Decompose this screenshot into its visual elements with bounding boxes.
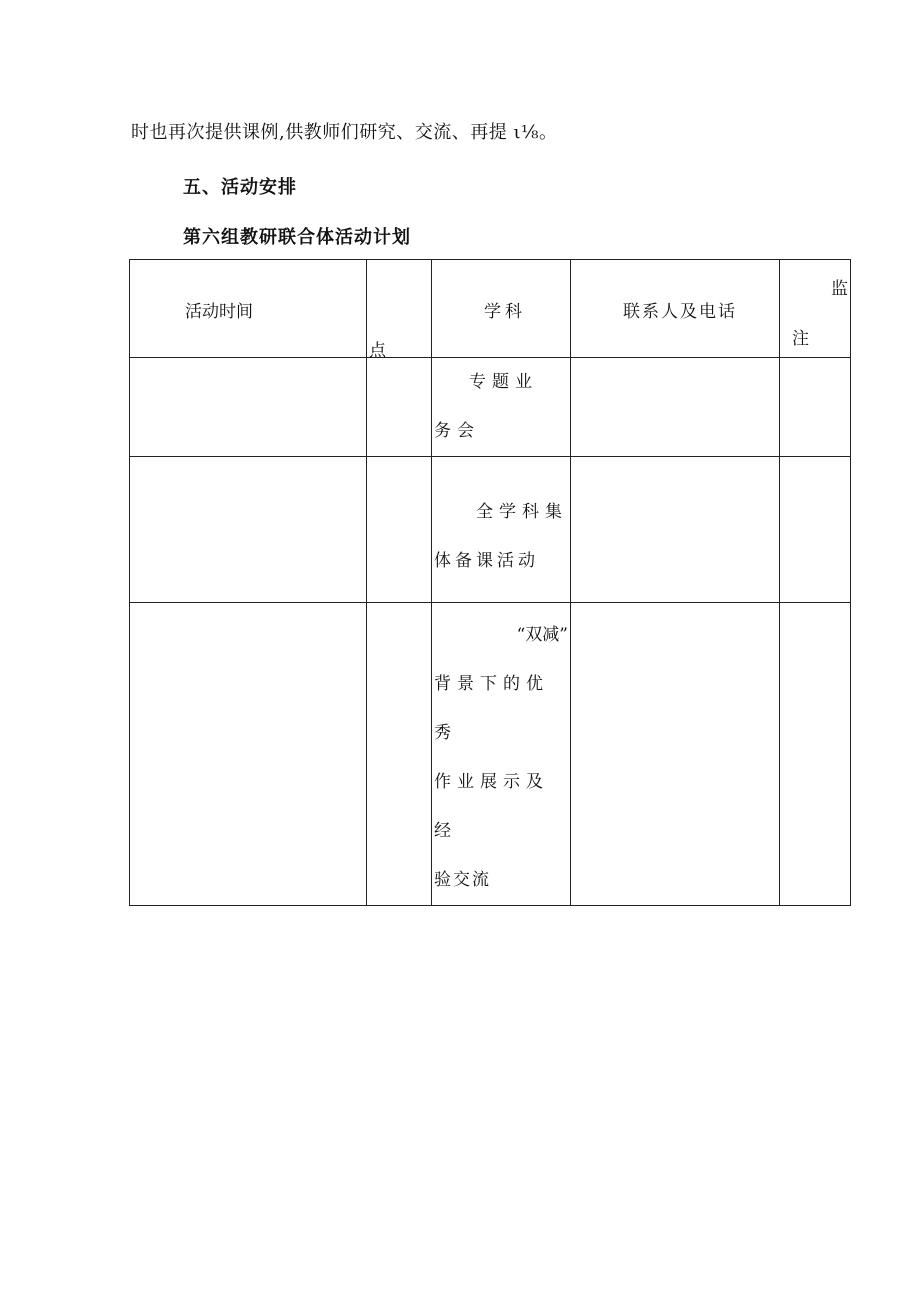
row-place-cell (367, 457, 432, 603)
row-remark-cell (780, 358, 851, 457)
row-subject-line: 验交流 (434, 870, 491, 890)
row-subject-line: 专题业 (469, 372, 538, 392)
row-subject-line: 体备课活动 (434, 551, 539, 571)
header-time-label: 活动时间 (185, 302, 253, 322)
header-remark-bottom-label: 注 (792, 329, 809, 349)
row-contact-cell (571, 457, 780, 603)
table-header-row (130, 260, 851, 358)
intro-paragraph-line: 时也再次提供课例,供教师们研究、交流、再提 ι⅛。 (131, 122, 558, 143)
section-heading: 五、活动安排 (183, 177, 297, 198)
row-subject-line: “双减” (516, 625, 568, 645)
row-subject-line: 务会 (434, 421, 480, 441)
table-title: 第六组教研联合体活动计划 (183, 227, 411, 248)
row-subject-line: 背景下的优秀 (434, 674, 549, 743)
row-remark-cell (780, 457, 851, 603)
row-subject-line: 全学科集 (476, 502, 568, 522)
header-place-cell (367, 260, 432, 361)
row-place-cell (367, 603, 432, 906)
row-time-cell (130, 603, 367, 906)
header-remark-cell (780, 260, 851, 358)
row-contact-cell (571, 358, 780, 457)
row-time-cell (130, 457, 367, 603)
row-time-cell (130, 358, 367, 457)
header-subject-cell (432, 260, 571, 358)
row-subject-cell (432, 603, 571, 906)
header-contact-cell (571, 260, 780, 358)
table-row (130, 457, 851, 603)
header-remark-top-label: 监 (831, 279, 848, 299)
row-subject-cell (432, 457, 571, 603)
row-subject-line: 作业展示及经 (434, 772, 549, 841)
activity-plan-table (129, 259, 851, 906)
header-subject-label: 学科 (484, 302, 526, 322)
row-subject-cell (432, 358, 571, 457)
table-row (130, 358, 851, 457)
header-time-cell (130, 260, 367, 358)
header-contact-label: 联系人及电话 (623, 302, 737, 322)
table-row (130, 603, 851, 906)
row-remark-cell (780, 603, 851, 906)
row-contact-cell (571, 603, 780, 906)
row-place-cell (367, 358, 432, 457)
header-place-label: 点 (369, 341, 386, 361)
